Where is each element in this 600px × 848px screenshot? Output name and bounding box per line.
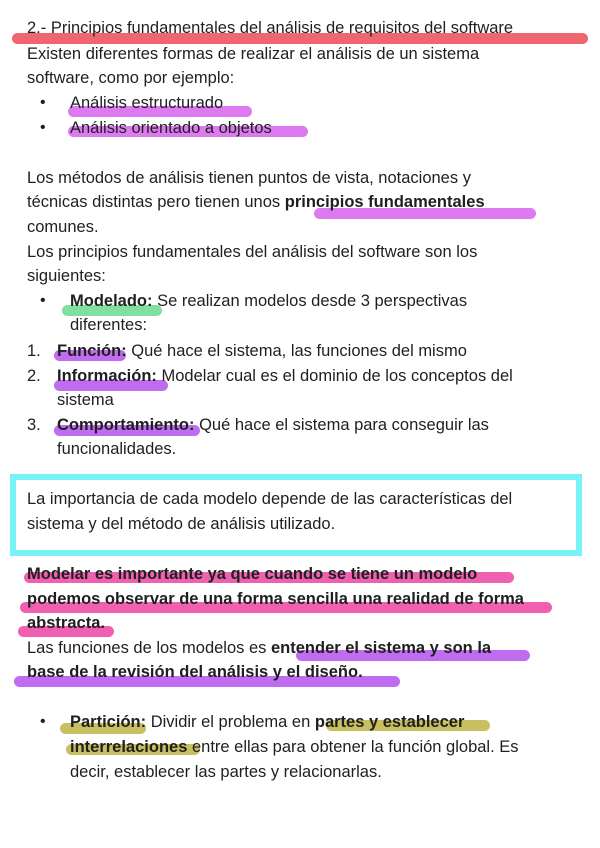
list-number: 3.: [27, 416, 41, 434]
list-item: [70, 710, 464, 735]
list-item-cont: sistema: [57, 391, 114, 409]
list-number: 1.: [27, 342, 41, 360]
paragraph-line: siguientes:: [27, 267, 106, 285]
text-span: Qué hace el sistema, las funciones del mismo: [126, 342, 467, 360]
text-span: Modelar cual es el dominio de los conceptos del: [156, 367, 513, 385]
paragraph-line: Existen diferentes formas de realizar el análisis de un sistema: [27, 45, 480, 63]
text-span: técnicas distintas pero tienen unos: [27, 193, 285, 211]
paragraph-line: [27, 190, 485, 215]
paragraph-line: [27, 636, 491, 661]
list-item: Análisis estructurado: [70, 94, 224, 112]
bold-span: Comportamiento:: [57, 416, 195, 434]
boxed-line: La importancia de cada modelo depende de las características del: [27, 490, 513, 508]
bold-span: Información:: [57, 367, 157, 385]
bold-span: entender el sistema y son la: [270, 639, 492, 657]
bold-line: podemos observar de una forma sencilla una realidad de forma: [27, 590, 524, 608]
bullet-icon: •: [40, 713, 46, 730]
list-item-cont: decir, establecer las partes y relacionarlas.: [70, 763, 382, 781]
list-number: 2.: [27, 367, 41, 385]
paragraph-line: software, como por ejemplo:: [27, 69, 235, 87]
text-span: Se realizan modelos desde 3 perspectivas: [152, 292, 468, 310]
bullet-icon: •: [40, 292, 46, 309]
page-title: 2.- Principios fundamentales del análisis de requisitos del software: [27, 19, 514, 37]
bold-line: Modelar es importante ya que cuando se tiene un modelo: [27, 565, 478, 583]
bullet-icon: •: [40, 119, 46, 136]
paragraph-line: comunes.: [27, 218, 99, 236]
text-span: Dividir el problema en: [146, 713, 315, 731]
bold-span: Función:: [57, 342, 127, 360]
bold-line: base de la revisión del análisis y el diseño.: [27, 663, 363, 681]
list-item-cont: [70, 735, 519, 760]
list-item: [70, 289, 467, 314]
bold-span: partes y establecer: [314, 713, 465, 731]
bold-span: Partición:: [70, 713, 147, 731]
list-item: Análisis orientado a objetos: [70, 119, 272, 137]
list-item: [57, 413, 489, 438]
text-span: Qué hace el sistema para conseguir las: [194, 416, 489, 434]
paragraph-line: Los métodos de análisis tienen puntos de vista, notaciones y: [27, 169, 471, 187]
bold-span: interrelaciones: [70, 738, 188, 756]
text-span: Las funciones de los modelos es: [27, 639, 271, 657]
text-span: entre ellas para obtener la función global. Es: [187, 738, 519, 756]
bold-line: abstracta.: [27, 614, 105, 632]
list-item: [57, 339, 467, 364]
boxed-line: sistema y del método de análisis utilizado.: [27, 515, 336, 533]
bold-span: Modelado:: [70, 292, 153, 310]
list-item: [57, 364, 513, 389]
paragraph-line: Los principios fundamentales del análisis del software son los: [27, 243, 478, 261]
list-item-cont: funcionalidades.: [57, 440, 177, 458]
list-item-cont: diferentes:: [70, 316, 148, 334]
bullet-icon: •: [40, 94, 46, 111]
bold-span: principios fundamentales: [284, 193, 485, 211]
